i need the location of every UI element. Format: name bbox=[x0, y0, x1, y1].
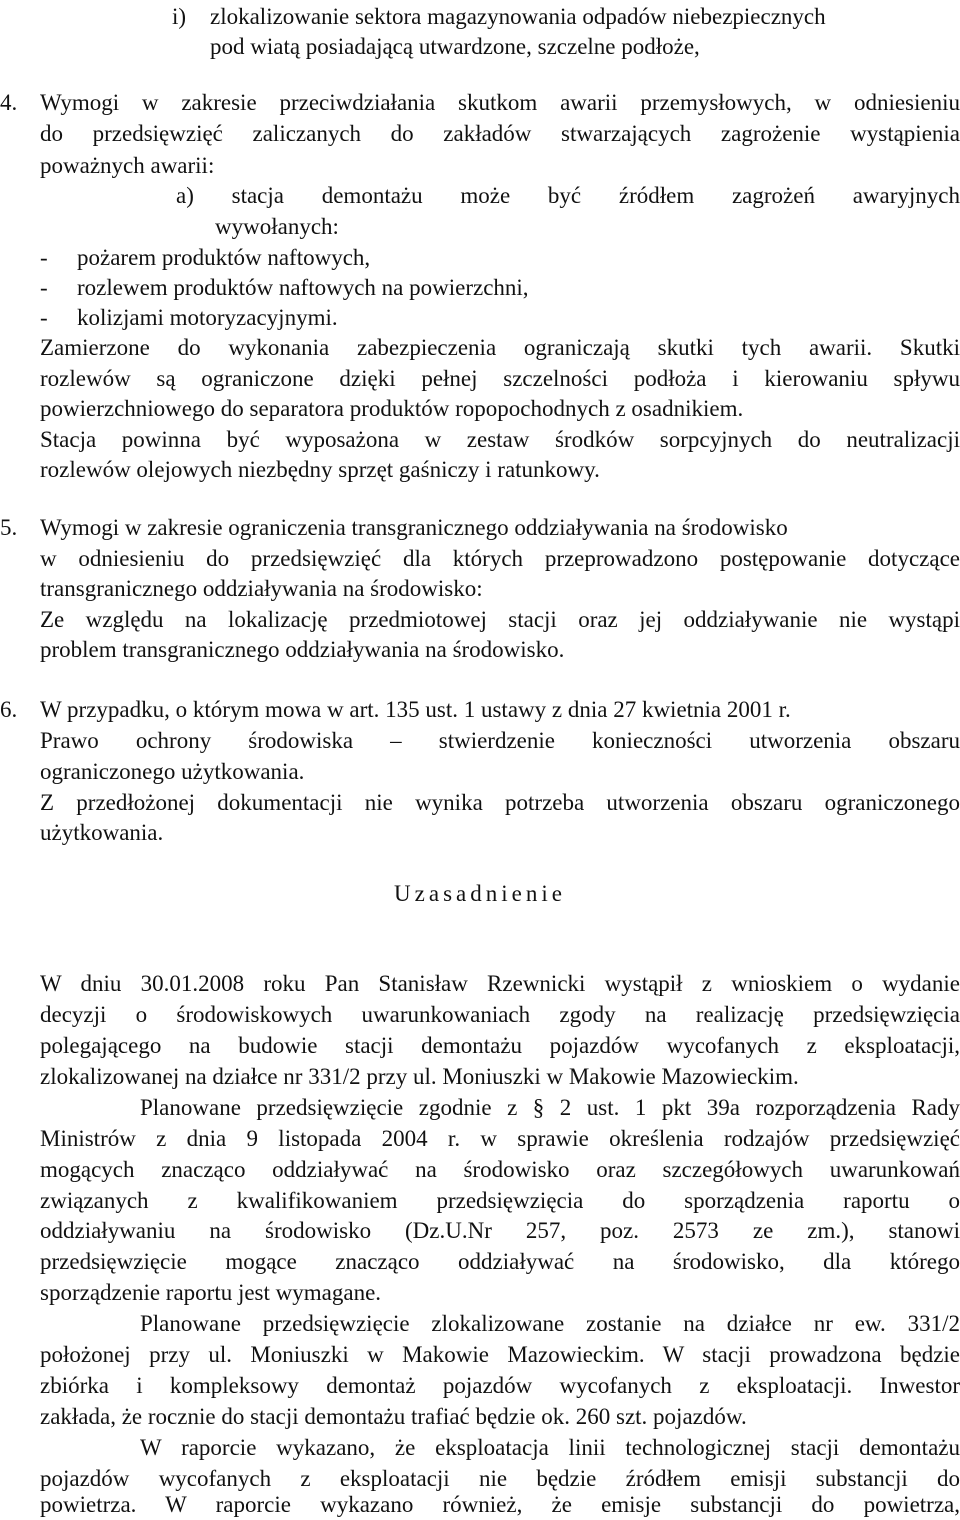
justification-line-18: powietrza. W raporcie wykazano również, że emisje substancji do powietrza, bbox=[40, 1492, 960, 1517]
section-4-para-line-4: Stacja powinna być wyposażona w zestaw środków sorpcyjnych do neutralizacji bbox=[40, 427, 960, 452]
section-4-para-line-3: powierzchniowego do separatora produktów ropopochodnych z osadnikiem. bbox=[40, 396, 744, 421]
section-6-line-4: Z przedłożonej dokumentacji nie wynika potrzeba utworzenia obszaru ograniczonego bbox=[40, 790, 960, 815]
section-6-number: 6. bbox=[0, 697, 18, 722]
section-heading: Uzasadnienie bbox=[394, 881, 566, 906]
bullet-dash: - bbox=[40, 245, 48, 270]
section-4-para-line-5: rozlewów olejowych niezbędny sprzęt gaśniczy i ratunkowy. bbox=[40, 457, 600, 482]
section-4-bullet-3: kolizjami motoryzacyjnymi. bbox=[77, 305, 338, 330]
section-6-line-1: W przypadku, o którym mowa w art. 135 ust. 1 ustawy z dnia 27 kwietnia 2001 r. bbox=[40, 697, 791, 722]
section-4-number: 4. bbox=[0, 90, 18, 115]
section-4-line-3: poważnych awarii: bbox=[40, 153, 215, 178]
justification-line-12: Planowane przedsięwzięcie zlokalizowane zostanie na działce nr ew. 331/2 bbox=[140, 1311, 960, 1336]
section-5-line-4: Ze względu na lokalizację przedmiotowej stacji oraz jej oddziaływanie nie wystąpi bbox=[40, 607, 960, 632]
section-4-line-2: do przedsięwzięć zaliczanych do zakładów stwarzających zagrożenie wystąpienia bbox=[40, 121, 960, 146]
section-6-line-3: ograniczonego użytkowania. bbox=[40, 759, 305, 784]
section-5-line-1: Wymogi w zakresie ograniczenia transgranicznego oddziaływania na środowisko bbox=[40, 515, 788, 540]
section-4-bullet-1: pożarem produktów naftowych, bbox=[77, 245, 371, 270]
section-4-bullet-2: rozlewem produktów naftowych na powierzchni, bbox=[77, 275, 529, 300]
bullet-dash: - bbox=[40, 305, 48, 330]
section-4-para-line-1: Zamierzone do wykonania zabezpieczenia ograniczają skutki tych awarii. Skutki bbox=[40, 335, 960, 360]
section-4-line-1: Wymogi w zakresie przeciwdziałania skutkom awarii przemysłowych, w odniesieniu bbox=[40, 90, 960, 115]
justification-line-10: przedsięwzięcie mogące znacząco oddziaływać na środowisko, dla którego bbox=[40, 1249, 960, 1274]
section-5-line-3: transgranicznego oddziaływania na środowisko: bbox=[40, 576, 483, 601]
section-5-line-2: w odniesieniu do przedsięwzięć dla których przeprowadzono postępowanie dotyczące bbox=[40, 546, 960, 571]
justification-line-6: Ministrów z dnia 9 listopada 2004 r. w sprawie określenia rodzajów przedsięwzięć bbox=[40, 1126, 960, 1151]
justification-line-5: Planowane przedsięwzięcie zgodnie z § 2 ust. 1 pkt 39a rozporządzenia Rady bbox=[140, 1095, 960, 1120]
justification-line-17: pojazdów wycofanych z eksploatacji nie będzie źródłem emisji substancji do bbox=[40, 1466, 960, 1491]
item-i-marker: i) bbox=[172, 4, 187, 29]
section-5-number: 5. bbox=[0, 515, 18, 540]
justification-line-16: W raporcie wykazano, że eksploatacja linii technologicznej stacji demontażu bbox=[140, 1435, 960, 1460]
justification-line-13: położonej przy ul. Moniuszki w Makowie Mazowieckim. W stacji prowadzona będzie bbox=[40, 1342, 960, 1367]
section-6-line-5: użytkowania. bbox=[40, 820, 164, 845]
justification-line-2: decyzji o środowiskowych uwarunkowaniach zgody na realizację przedsięwzięcia bbox=[40, 1002, 960, 1027]
section-5-line-5: problem transgranicznego oddziaływania na środowisko. bbox=[40, 637, 565, 662]
section-6-line-2: Prawo ochrony środowiska – stwierdzenie konieczności utworzenia obszaru bbox=[40, 728, 960, 753]
justification-line-14: zbiórka i kompleksowy demontaż pojazdów wycofanych z eksploatacji. Inwestor bbox=[40, 1373, 960, 1398]
justification-line-3: polegającego na budowie stacji demontażu pojazdów wycofanych z eksploatacji, bbox=[40, 1033, 960, 1058]
bullet-dash: - bbox=[40, 275, 48, 300]
justification-line-7: mogących znacząco oddziaływać na środowisko oraz szczegółowych uwarunkowań bbox=[40, 1157, 960, 1182]
justification-line-1: W dniu 30.01.2008 roku Pan Stanisław Rzewnicki wystąpił z wnioskiem o wydanie bbox=[40, 971, 960, 996]
justification-line-4: zlokalizowanej na działce nr 331/2 przy ul. Moniuszki w Makowie Mazowieckim. bbox=[40, 1064, 799, 1089]
justification-line-11: sporządzenie raportu jest wymagane. bbox=[40, 1280, 382, 1305]
justification-line-9: oddziaływaniu na środowisko (Dz.U.Nr 257, poz. 2573 ze zm.), stanowi bbox=[40, 1218, 960, 1243]
item-i-line-1: zlokalizowanie sektora magazynowania odpadów niebezpiecznych bbox=[210, 4, 826, 29]
section-4-para-line-2: rozlewów są ograniczone dzięki pełnej szczelności podłoża i kierowaniu spływu bbox=[40, 366, 960, 391]
justification-line-8: związanych z kwalifikowaniem przedsięwzięcia do sporządzenia raportu o bbox=[40, 1188, 960, 1213]
section-4-sub-a-line-2: wywołanych: bbox=[215, 214, 339, 239]
section-4-sub-a-line-1: a) stacja demontażu może być źródłem zagrożeń awaryjnych bbox=[176, 183, 960, 208]
justification-line-15: zakłada, że rocznie do stacji demontażu trafiać będzie ok. 260 szt. pojazdów. bbox=[40, 1404, 747, 1429]
item-i-line-2: pod wiatą posiadającą utwardzone, szczelne podłoże, bbox=[210, 34, 700, 59]
